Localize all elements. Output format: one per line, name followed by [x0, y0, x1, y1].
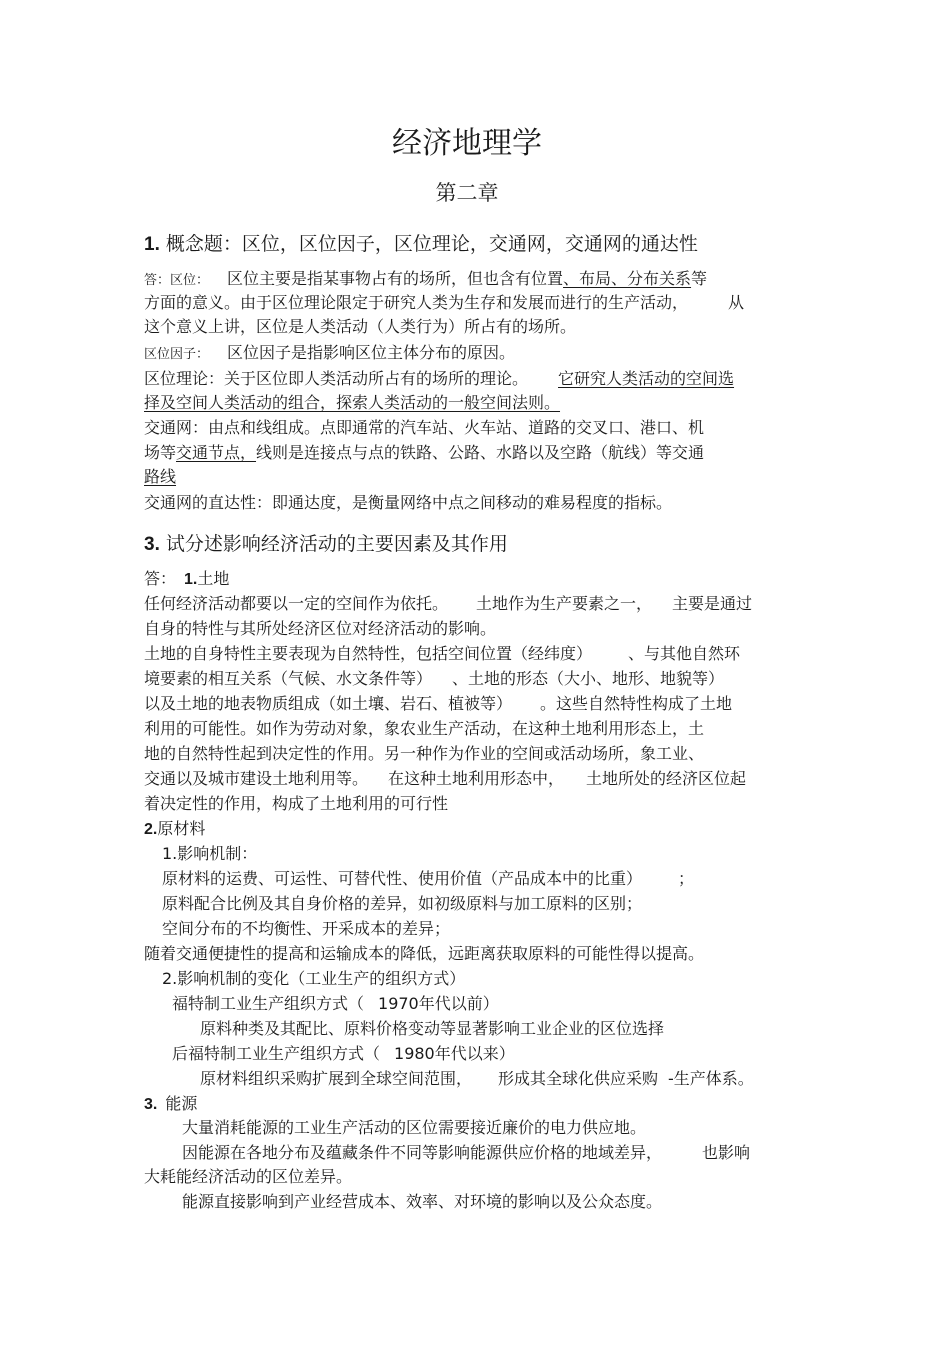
text-span: 主要是通过 — [672, 594, 753, 613]
text-span: 土地的自身特性主要表现为自然特性，包括空间位置（经纬度） — [144, 644, 593, 663]
section-number: 3. — [144, 1096, 158, 1113]
q3-p2: 自身的特性与其所处经济区位对经济活动的影响。 — [144, 619, 497, 638]
text-span: 也影响 — [702, 1143, 751, 1162]
text-span: 1970年代以前） — [378, 994, 499, 1013]
text-span: 形成其全球化供应采购 — [498, 1069, 659, 1088]
question-1-heading — [144, 230, 698, 259]
section-number: 2. — [144, 821, 158, 838]
text-span: -生产体系。 — [668, 1069, 754, 1088]
q1-factor — [144, 342, 515, 366]
text-span: 境要素的相互关系（气候、水文条件等） — [144, 669, 433, 688]
text-span: 以及土地的地表物质组成（如土壤、岩石、植被等） — [144, 694, 513, 713]
section-title: 原材料 — [157, 819, 206, 838]
chapter-heading: 第二章 — [435, 181, 499, 205]
text-span: 土地所处的经济区位起 — [586, 769, 747, 788]
text-span: 原材料的运费、可运性、可替代性、使用价值（产品成本中的比重） — [162, 869, 643, 888]
q3-postford — [172, 1043, 515, 1065]
q1-theory-line-1 — [144, 368, 734, 390]
text-span: 后福特制工业生产组织方式（ — [172, 1044, 381, 1063]
text-span: 、与其他自然环 — [628, 644, 741, 663]
text-span: 、土地的形态（大小、地形、地貌等） — [452, 669, 725, 688]
text-span: 任何经济活动都要以一定的空间作为依托。 — [144, 594, 449, 613]
q3-m1d: 随着交通便捷性的提高和运输成本的降低，远距离获取原料的可能性得以提高。 — [144, 944, 705, 963]
q3-p6: 利用的可能性。如作为劳动对象，象农业生产活动，在这种土地利用形态上，土 — [144, 719, 705, 738]
q1-line-1 — [144, 268, 707, 292]
section-title: 能源 — [165, 1094, 198, 1113]
q3-section-3 — [144, 1093, 197, 1116]
q3-m1c: 空间分布的不均衡性、开采成本的差异； — [162, 919, 451, 938]
factor-label: 区位因子： — [144, 347, 210, 362]
q3-answer-line — [144, 568, 229, 591]
q3-section-2 — [144, 818, 205, 841]
section-number: 1. — [184, 571, 198, 588]
text-span: 土地作为生产要素之一， — [476, 594, 653, 613]
q1-net-line-3 — [144, 466, 176, 488]
question-1-number: 1. — [144, 234, 160, 255]
q3-p1 — [144, 593, 752, 615]
text-span: 等 — [691, 269, 708, 288]
q1-theory-line-2 — [144, 392, 560, 414]
text-span: 方面的意义。由于区位理论限定于研究人类为生存和发展而进行的生产活动， — [144, 293, 689, 312]
document-title: 经济地理学 — [392, 126, 542, 161]
q1-net-line-1: 交通网：由点和线组成。点即通常的汽车站、火车站、道路的交叉口、港口、机 — [144, 418, 705, 437]
q3-m1: 1.影响机制： — [162, 844, 258, 863]
q3-p3 — [144, 643, 740, 665]
q3-m1b: 原料配合比例及其自身价格的差异，如初级原料与加工原料的区别； — [162, 894, 643, 913]
q3-m1a — [162, 868, 694, 890]
question-3-title: 试分述影响经济活动的主要因素及其作用 — [165, 533, 508, 555]
text-span: 因能源在各地分布及蕴藏条件不同等影响能源供应价格的地域差异， — [182, 1143, 663, 1162]
q3-ford-text: 原料种类及其配比、原料价格变动等显著影响工业企业的区位选择 — [200, 1019, 665, 1038]
text-span: 在这种土地利用形态中， — [388, 769, 565, 788]
q3-e2 — [182, 1142, 750, 1164]
text-span: 区位因子是指影响区位主体分布的原因。 — [227, 343, 516, 362]
q1-line-2 — [144, 292, 744, 314]
underlined-span: 交通节点， — [176, 443, 257, 462]
text-span: 区位主要是指某事物占有的场所，但也含有位置 — [227, 269, 564, 288]
question-3-number: 3. — [144, 534, 160, 555]
q1-reach: 交通网的直达性：即通达度，是衡量网络中点之间移动的难易程度的指标。 — [144, 493, 673, 512]
text-span: 1980年代以来） — [394, 1044, 515, 1063]
q3-ford — [172, 993, 499, 1015]
text-span: 场等 — [144, 443, 177, 462]
q3-p7: 地的自然特性起到决定性的作用。另一种作为作业的空间或活动场所，象工业、 — [144, 744, 705, 763]
text-span: 福特制工业生产组织方式（ — [172, 994, 365, 1013]
underlined-span: 择及空间人类活动的组合，探索人类活动的一般空间法则。 — [144, 393, 561, 412]
q3-p5 — [144, 693, 732, 715]
q1-net-line-2 — [144, 442, 704, 464]
q3-p9: 着决定性的作用，构成了土地利用的可行性 — [144, 794, 449, 813]
q3-e4: 能源直接影响到产业经营成本、效率、对环境的影响以及公众态度。 — [182, 1192, 663, 1211]
q1-line-3: 这个意义上讲，区位是人类活动（人类行为）所占有的场所。 — [144, 317, 577, 336]
text-span: 区位理论：关于区位即人类活动所占有的场所的理论。 — [144, 369, 529, 388]
text-span: 交通以及城市建设土地利用等。 — [144, 769, 369, 788]
q3-p4 — [144, 668, 724, 690]
text-span: 从 — [728, 293, 745, 312]
answer-label: 答： — [144, 569, 177, 588]
question-1-title: 概念题：区位，区位因子，区位理论，交通网，交通网的通达性 — [165, 233, 698, 255]
text-span: 原材料组织采购扩展到全球空间范围， — [200, 1069, 473, 1088]
text-span: ； — [678, 869, 695, 888]
answer-label: 答：区位： — [144, 273, 210, 288]
text-span: 线则是连接点与点的铁路、公路、水路以及空路（航线）等交通 — [256, 443, 705, 462]
section-title: 土地 — [197, 569, 230, 588]
q3-p8 — [144, 768, 746, 790]
underlined-span: 路线 — [144, 467, 177, 486]
q3-e1: 大量消耗能源的工业生产活动的区位需要接近廉价的电力供应地。 — [182, 1118, 647, 1137]
underlined-span: 它研究人类活动的空间选 — [558, 369, 735, 388]
text-span: 。这些自然特性构成了土地 — [540, 694, 733, 713]
q3-m2: 2.影响机制的变化（工业生产的组织方式） — [162, 969, 466, 988]
question-3-heading — [144, 530, 508, 559]
q3-e3: 大耗能经济活动的区位差异。 — [144, 1167, 353, 1186]
q3-postford-text — [200, 1068, 754, 1090]
underlined-span: 、布局、分布关系 — [563, 269, 692, 288]
